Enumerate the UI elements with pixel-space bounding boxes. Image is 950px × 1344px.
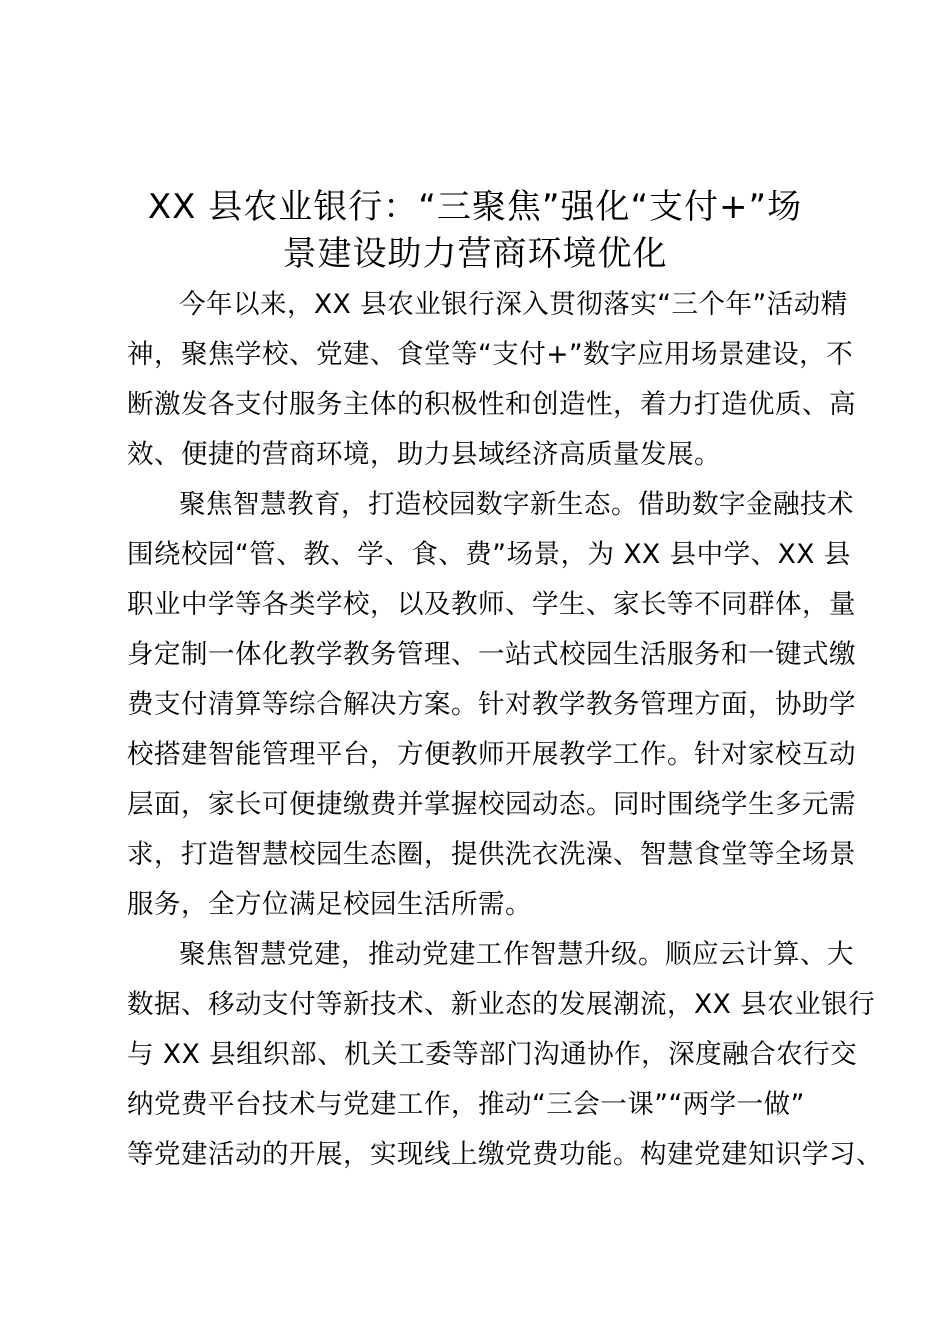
paragraph-line: 求，打造智慧校园生态圈，提供洗衣洗澡、智慧食堂等全场景 [127, 839, 856, 870]
paragraph-line: 层面，家长可便捷缴费并掌握校园动态。同时围绕学生多元需 [127, 789, 856, 820]
paragraph-line: 数据、移动支付等新技术、新业态的发展潮流，XX 县农业银行 [127, 989, 876, 1020]
paragraph-line: 身定制一体化教学教务管理、一站式校园生活服务和一键式缴 [127, 639, 856, 670]
document-title-line-1: XX 县农业银行：“三聚焦”强化“支付+”场 [147, 187, 803, 227]
paragraph-line: 费支付清算等综合解决方案。针对教学教务管理方面，协助学 [127, 689, 856, 720]
paragraph-line: 服务，全方位满足校园生活所需。 [127, 889, 532, 920]
paragraph-line: 职业中学等各类学校，以及教师、学生、家长等不同群体，量 [127, 589, 856, 620]
paragraph-intro [127, 280, 856, 480]
paragraph-smart-education [127, 480, 856, 930]
paragraph-line: 聚焦智慧教育，打造校园数字新生态。借助数字金融技术 [179, 489, 854, 520]
paragraph-line: 与 XX 县组织部、机关工委等部门沟通协作，深度融合农行交 [127, 1039, 858, 1070]
paragraph-line: 围绕校园“管、教、学、食、费”场景，为 XX 县中学、XX 县 [127, 539, 851, 570]
paragraph-line: 等党建活动的开展，实现线上缴党费功能。构建党建知识学习、 [127, 1139, 883, 1170]
document-title-line-2: 景建设助力营商环境优化 [282, 234, 668, 274]
paragraph-line: 校搭建智能管理平台，方便教师开展教学工作。针对家校互动 [127, 739, 856, 770]
paragraph-line: 断激发各支付服务主体的积极性和创造性，着力打造优质、高 [127, 389, 856, 420]
paragraph-line: 聚焦智慧党建，推动党建工作智慧升级。顺应云计算、大 [179, 939, 854, 970]
document-body [127, 280, 883, 1180]
paragraph-line: 效、便捷的营商环境，助力县域经济高质量发展。 [127, 439, 721, 470]
paragraph-line: 纳党费平台技术与党建工作，推动“三会一课”“两学一做” [127, 1089, 805, 1120]
paragraph-smart-party-building [127, 930, 883, 1180]
paragraph-line: 神，聚焦学校、党建、食堂等“支付+”数字应用场景建设，不 [127, 339, 854, 370]
paragraph-line: 今年以来，XX 县农业银行深入贯彻落实“三个年”活动精 [179, 289, 848, 320]
